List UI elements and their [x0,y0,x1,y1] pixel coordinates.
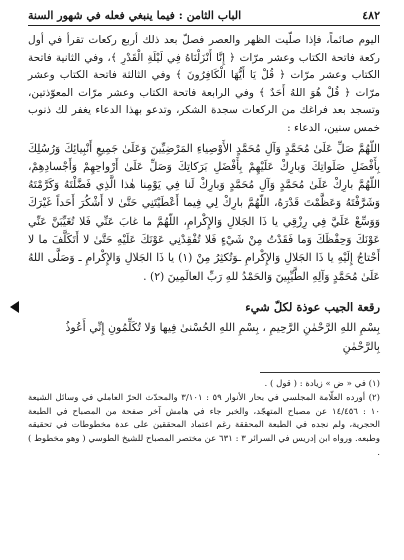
footnote-rule [260,372,380,373]
section-heading [28,298,380,316]
section-title-text: رقعة الجيب عوذة لكلّ شيء [245,299,380,314]
book-page [28,8,380,552]
running-head [28,8,380,24]
triangle-marker-icon [10,301,19,313]
footnote-1: (١) في « ض » زيادة : ( قول ) . [264,378,380,389]
footnote-2: (٢) أورده العلّامة المجلسي في بحار الأنوار ٥٩ : ٣/١٠١ والمحدّث الحرّ العاملي في وسائل الشيعة ١٠ : ١٤/٤٥٦ عن مصباح المتهجّد، والخبر جاء في هامش آخر صفحة من المصباح في الطبعة الحجرية، ولم نجده في الطبعة المحققة رغم اعتماد المحققين على عدة مخطوطات في تحقيقه وطبعه. ورواه ابن إدريس في السرائر ٣ : ٦٣١ عن مختصر المصباح للشيخ الطوسي ( وهو مخطوط ) . [28,392,381,458]
dua-text: اللّهُمَّ صَلِّ عَلَىٰ مُحَمَّدٍ وَآلِ مُحَمَّدٍ الأَوْصِياءِ المَرْضِيِّينَ وَعَلَىٰ جَمِيعِ أَنْبِيائِكَ وَرُسُلِكَ بِأَفْضَلِ صَلَواتِكَ وَبارِكْ عَلَيْهِمْ بِأَفْضَلِ بَرَكاتِكَ وَصَلِّ عَلَىٰ أَرْواحِهِمْ وَأَجْسادِهِمْ، اللّهُمَّ بارِكْ عَلَىٰ مُحَمَّدٍ وَآلِ مُحَمَّدٍ وَبارِكْ لَنا فِي يَوْمِنا هٰذا الَّذِي فَضَّلْتَهُ وَكَرَّمْتَهُ وَشَرَّفْتَهُ وَعَظَّمْتَ قَدْرَهُ، اللّهُمَّ بارِكْ لِي فِيما أَعْطَيْتَنِي حَتَّىٰ لا أَشْكُرَ أَحَداً غَيْرَكَ وَوَسِّعْ عَلَيَّ فِي رِزْقِي يا ذَا الجَلالِ وَالإِكْرامِ، اللّهُمَّ ما غابَ عَنِّي فَلا تُغَيِّبَنَّ عَنِّي عَوْنَكَ وَحِفْظَكَ وَما فَقَدْتُ مِنْ شَيْءٍ فَلا تُفْقِدْنِي عَوْنَكَ عَلَيْهِ حَتَّىٰ لا أَتَكَلَّفَ ما لا أَحْتاجُ إِلَيْهِ يا ذَا الجَلالِ وَالإِكْرامِ ـوَتُكثِرُ مِنْ (١) يا ذَا الجَلالِ وَالإِكْرامِ ـ وَصَلَّى اللهُ عَلَىٰ مُحَمَّدٍ وَآلِهِ الطَّيِّبِينَ وَالحَمْدُ للهِ رَبِّ العالَمِينَ (٢) . [28,141,380,283]
basmala-line: بِسْمِ اللهِ الرَّحْمٰنِ الرَّحِيمِ ، بِسْمِ اللهِ الحُسْنىٰ فِيها وَلا تُكَلِّمُونِ إِنِّي أَعُوذُ بِالرَّحْمٰنِ [65,320,380,353]
intro-paragraph: اليوم صائماً، فإذا صلّيت الظهر والعصر فصلّ بعد ذلك أربع ركعات تقرأ في أول ركعة فاتحة الكتاب وعشر مرّات ﴿ إِنَّا أَنْزَلْنَاهُ فِي لَيْلَةِ الْقَدْرِ ﴾، وفي الثانية فاتحة الكتاب وعشر مرّات ﴿ قُلْ يَا أَيُّهَا الْكَافِرُونَ ﴾ وفي الثالثة فاتحة الكتاب وعشر مرّات ﴿ قُلْ هُوَ اللهُ أَحَدٌ ﴾ وفي الرابعة فاتحة الكتاب وعشر مرّات المعوّذتين، وتسجد بعد فراغك من الركعات سجدة الشكر، وتدعو بهذا الدعاء يغفر لك ذنوب خمس سنين، الدعاء : [28,34,380,134]
chapter-title: الباب الثامن : فيما ينبغي فعله في شهور السنة [28,9,242,22]
page-number: ٤٨٢ [362,9,380,22]
header-rule [28,25,380,26]
